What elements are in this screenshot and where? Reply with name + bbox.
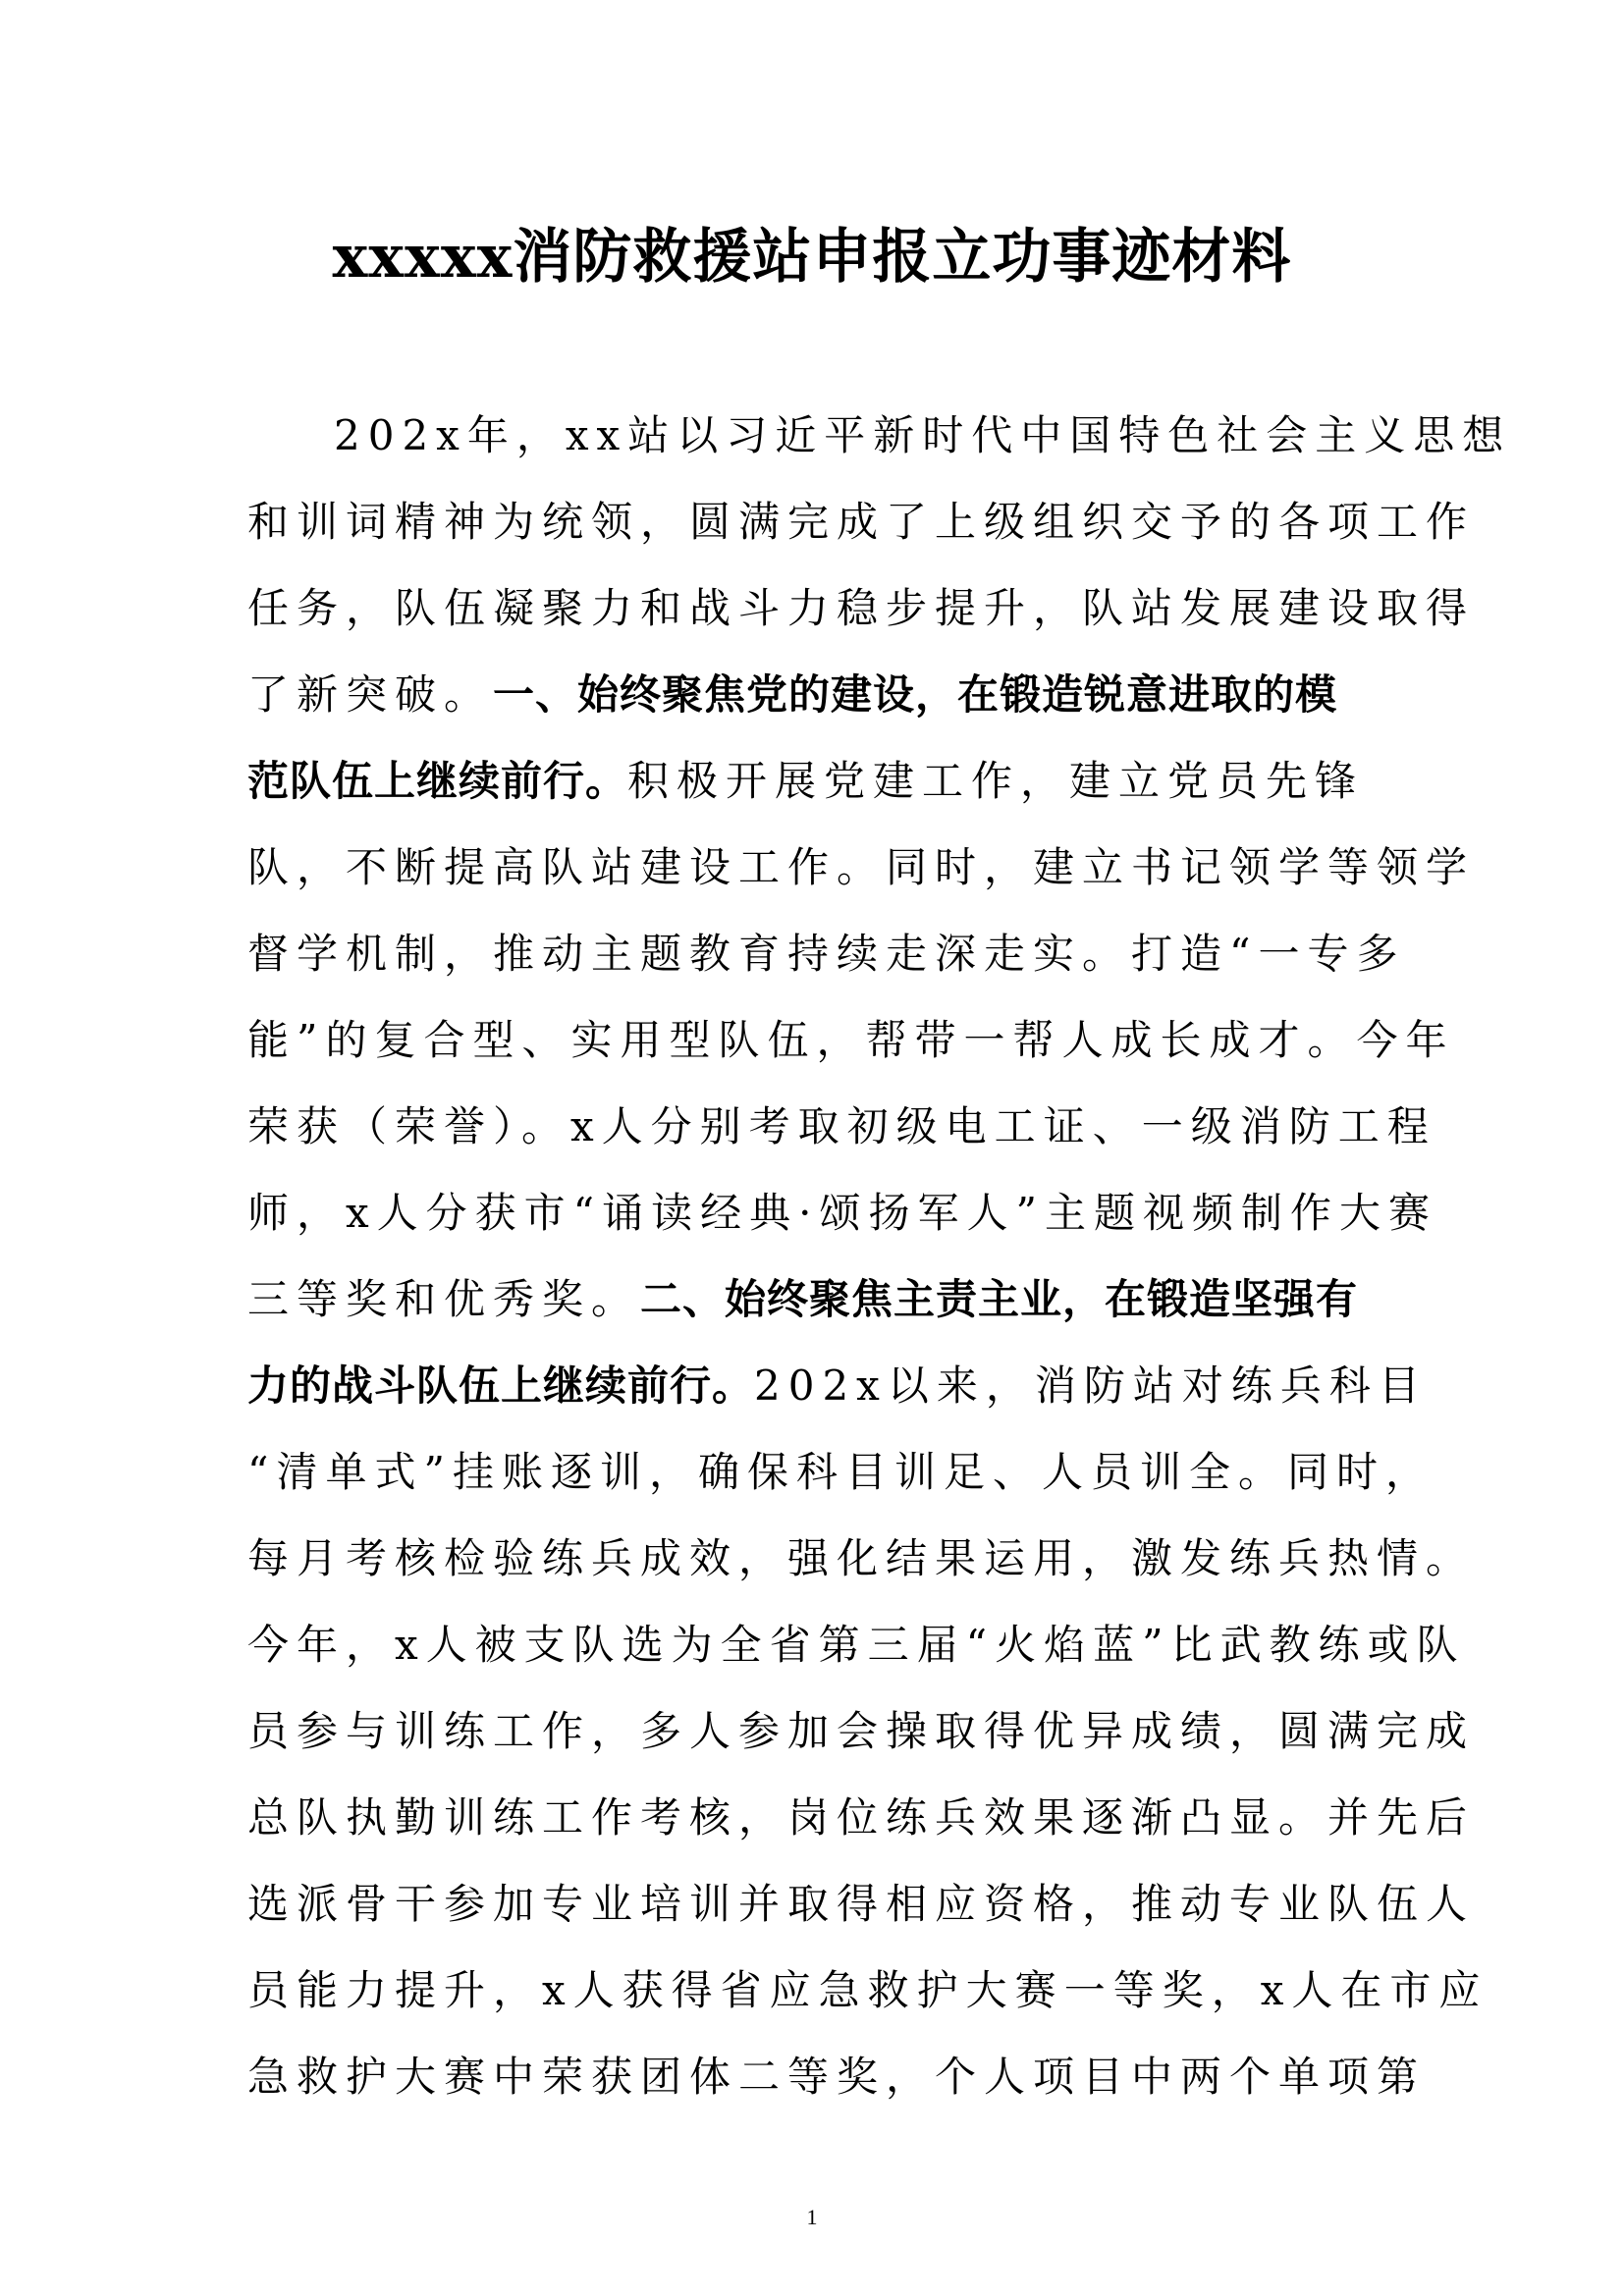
body-line: “清单式”挂账逐训，确保科目训足、人员训全。同时， bbox=[247, 1448, 1435, 1496]
body-line bbox=[247, 1256, 1386, 1343]
section-heading-1-cont: 范队伍上继续前行。 bbox=[247, 757, 628, 805]
body-line bbox=[247, 738, 1386, 825]
body-line: 荣获（荣誉）。x人分别考取初级电工证、一级消防工程 bbox=[247, 1102, 1436, 1150]
body-line bbox=[247, 652, 1386, 738]
body-line: 总队执勤训练工作考核，岗位练兵效果逐渐凸显。并先后 bbox=[247, 1793, 1476, 1842]
body-line: 队，不断提高队站建设工作。同时，建立书记领学等领学 bbox=[247, 843, 1476, 891]
body-line: 员参与训练工作，多人参加会操取得优异成绩，圆满完成 bbox=[247, 1707, 1476, 1755]
body-line: 督学机制，推动主题教育持续走深走实。打造“一专多 bbox=[247, 930, 1406, 978]
body-line: 今年，x人被支队选为全省第三届“火焰蓝”比武教练或队 bbox=[247, 1621, 1466, 1669]
body-line: 202x年，xx站以习近平新时代中国特色社会主义思想 bbox=[334, 411, 1512, 459]
body-line: 选派骨干参加专业培训并取得相应资格，推动专业队伍人 bbox=[247, 1880, 1476, 1928]
body-text-run: 202x以来，消防站对练兵科目 bbox=[754, 1362, 1428, 1410]
body-line: 急救护大赛中荣获团体二等奖，个人项目中两个单项第 bbox=[247, 2053, 1427, 2101]
section-heading-2: 二、始终聚焦主责主业，在锻造坚强有 bbox=[640, 1275, 1359, 1323]
body-line: 每月考核检验练兵成效，强化结果运用，激发练兵热情。 bbox=[247, 1534, 1476, 1582]
body-line: 员能力提升，x人获得省应急救护大赛一等奖，x人在市应 bbox=[247, 1966, 1489, 2014]
body-text-run: 三等奖和优秀奖。 bbox=[247, 1275, 641, 1323]
document-title: xxxxx消防救援站申报立功事迹材料 bbox=[332, 223, 1292, 292]
body-line: 能”的复合型、实用型队伍，帮带一帮人成长成才。今年 bbox=[247, 1016, 1455, 1064]
body-text bbox=[247, 393, 1512, 2120]
body-text-run: 了新突破。 bbox=[247, 670, 494, 719]
body-line: 师，x人分获市“诵读经典·颂扬军人”主题视频制作大赛 bbox=[247, 1189, 1437, 1237]
section-heading-2-cont: 力的战斗队伍上继续前行。 bbox=[247, 1362, 755, 1410]
body-line: 和训词精神为统领，圆满完成了上级组织交予的各项工作 bbox=[247, 498, 1476, 546]
section-heading-1: 一、始终聚焦党的建设，在锻造锐意进取的模 bbox=[493, 670, 1338, 719]
body-text-run: 积极开展党建工作，建立党员先锋 bbox=[627, 757, 1365, 805]
page-number: 1 bbox=[806, 2205, 818, 2229]
body-line: 任务，队伍凝聚力和战斗力稳步提升，队站发展建设取得 bbox=[247, 584, 1476, 632]
body-line bbox=[247, 1343, 1428, 1429]
